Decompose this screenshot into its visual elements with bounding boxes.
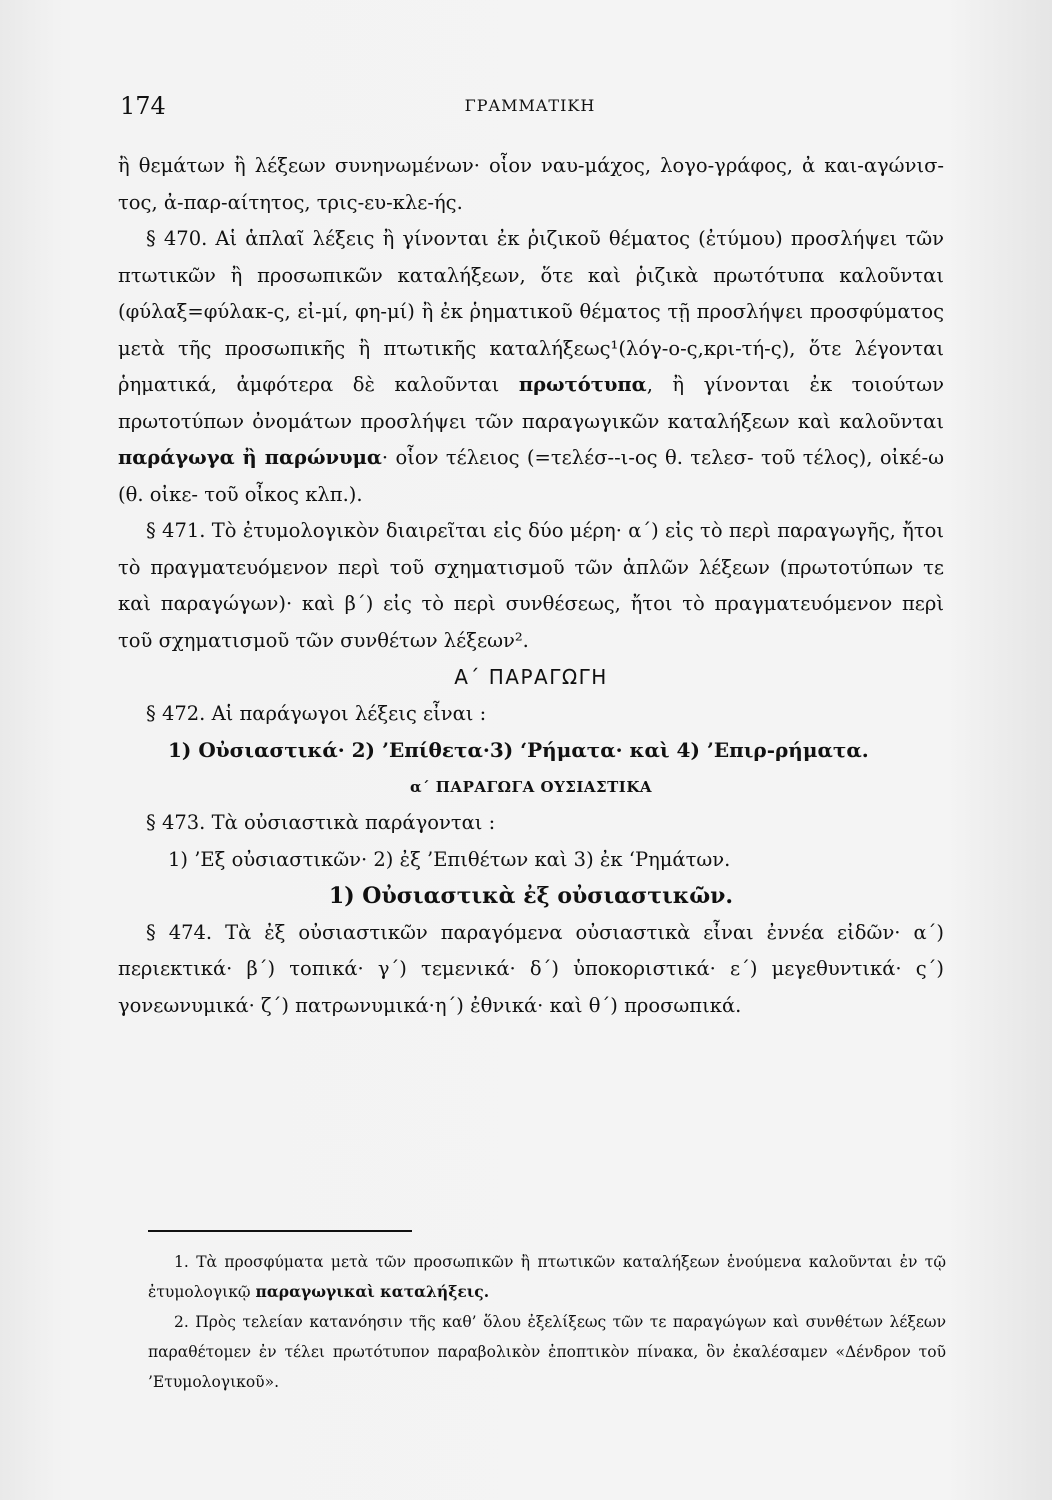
paragraph-474: § 474. Τὰ ἐξ οὐσιαστικῶν παραγόμενα οὐσιαστικὰ εἶναι ἐννέα εἰδῶν· α΄) περιεκτικά· β΄) τοπικά· γ΄) τεμενικά· δ΄) ὑποκοριστικά· ε΄) μεγεθυντικά· ς΄) γονεωνυμικά· ζ΄) πατρωνυμικά·η΄) ἐθνικά· καὶ θ΄) προσωπικά. [118,920,944,1017]
page-header [120,92,940,122]
paragraph-472-list: 1) Οὐσιαστικά· 2) ’Επίθετα·3) ‘Ρήματα· καὶ 4) ’Επιρ-ρήματα. [168,738,869,762]
paragraph-471: § 471. Τὸ ἐτυμολογικὸν διαιρεῖται εἰς δύο μέρη· α΄) εἰς τὸ περὶ παραγωγῆς, ἤτοι τὸ πραγματευόμενον περὶ τοῦ σχηματισμοῦ τῶν ἁπλῶν λέξεων (πρωτοτύπων τε καὶ παραγώγων)· καὶ β΄) εἰς τὸ περὶ συνθέσεως, ἤτοι τὸ πραγματευόμενον περὶ τοῦ σχηματισμοῦ τῶν συνθέτων λέξεων². [118,519,944,652]
term-prototypa: πρωτότυπα [518,373,647,396]
paragraph-intro: ἢ θεμάτων ἢ λέξεων συνηνωμένων· οἷον ναυ-μάχος, λογο-γράφος, ἀ και-αγώνισ-τος, ἀ-παρ-αίτητος, τρις-ευ-κλε-ής. [118,154,944,214]
term-paragoga: παράγωγα ἢ παρώνυμα [118,446,382,469]
running-title: ΓΡΑΜΜΑΤΙΚΗ [464,96,596,115]
paragraph-470-text-b: , ἢ γίνονται ἐκ τοιούτων πρωτοτύπων ὀνομάτων προσλήψει τῶν παραγωγικῶν καταλήξεων καὶ καλοῦνται [118,373,944,433]
body-text [118,148,944,1024]
footnotes [148,1247,946,1397]
paragraph-470 [118,221,944,513]
footnote-1-term: παραγωγικαὶ καταλήξεις. [255,1282,490,1301]
footnote-1-text: 1. Τὰ προσφύματα μετὰ τῶν προσωπικῶν ἢ πτωτικῶν καταλήξεων ἑνούμενα καλοῦνται ἐν τῷ ἐτυμολογικῷ [148,1253,946,1301]
footnote-divider [148,1230,412,1232]
page-number: 174 [120,92,166,120]
paragraph-473: § 473. Τὰ οὐσιαστικὰ παράγονται : [146,811,496,834]
paragraph-472: § 472. Αἱ παράγωγοι λέξεις εἶναι : [146,701,487,725]
footnote-2: 2. Πρὸς τελείαν κατανόησιν τῆς καθ’ ὅλου ἐξελίξεως τῶν τε παραγώγων καὶ συνθέτων λέξεων παραθέτομεν ἐν τέλει πρωτότυπον παραβολικὸν ἐποπτικὸν πίνακα, ὃν ἐκαλέσαμεν «Δένδρον τοῦ ’Ετυμολογικοῦ». [148,1313,946,1391]
paragraph-470-text-c: · οἷον τέλειος (=τελέσ--ι-ος θ. τελεσ- τοῦ τέλος), οἰκέ-ω (θ. οἰκε- τοῦ οἶκος κλπ.). [118,446,944,506]
paragraph-470-text: § 470. Αἱ ἁπλαῖ λέξεις ἢ γίνονται ἐκ ῥιζικοῦ θέματος (ἐτύμου) προσλήψει τῶν πτωτικῶν ἢ προσωπικῶν καταλήξεων, ὅτε καὶ ῥιζικὰ πρωτότυπα καλοῦνται (φύλαξ=φύλακ-ς, εἰ-μί, φη-μί) ἢ ἐκ ῥηματικοῦ θέματος τῇ προσλήψει προσφύματος μετὰ τῆς προσωπικῆς ἢ πτωτικῆς καταλήξεως¹(λόγ-ο-ς,κρι-τή-ς), ὅτε λέγονται ῥηματικά, ἀμφότερα δὲ καλοῦνται [118,227,944,396]
section-heading-ousiastika-ex-ousiastikon: 1) Οὐσιαστικὰ ἐξ οὐσιαστικῶν. [328,883,734,909]
paragraph-473-list: 1) ’Εξ οὐσιαστικῶν· 2) ἐξ ’Επιθέτων καὶ 3) ἐκ ‘Ρημάτων. [168,847,731,871]
footnote-1 [148,1247,946,1307]
section-heading-paragoga-ousiastika: α΄ ΠΑΡΑΓΩΓΑ ΟΥΣΙΑΣΤΙΚΑ [410,777,652,796]
section-heading-paragogi: Α΄ ΠΑΡΑΓΩΓΗ [454,665,608,689]
